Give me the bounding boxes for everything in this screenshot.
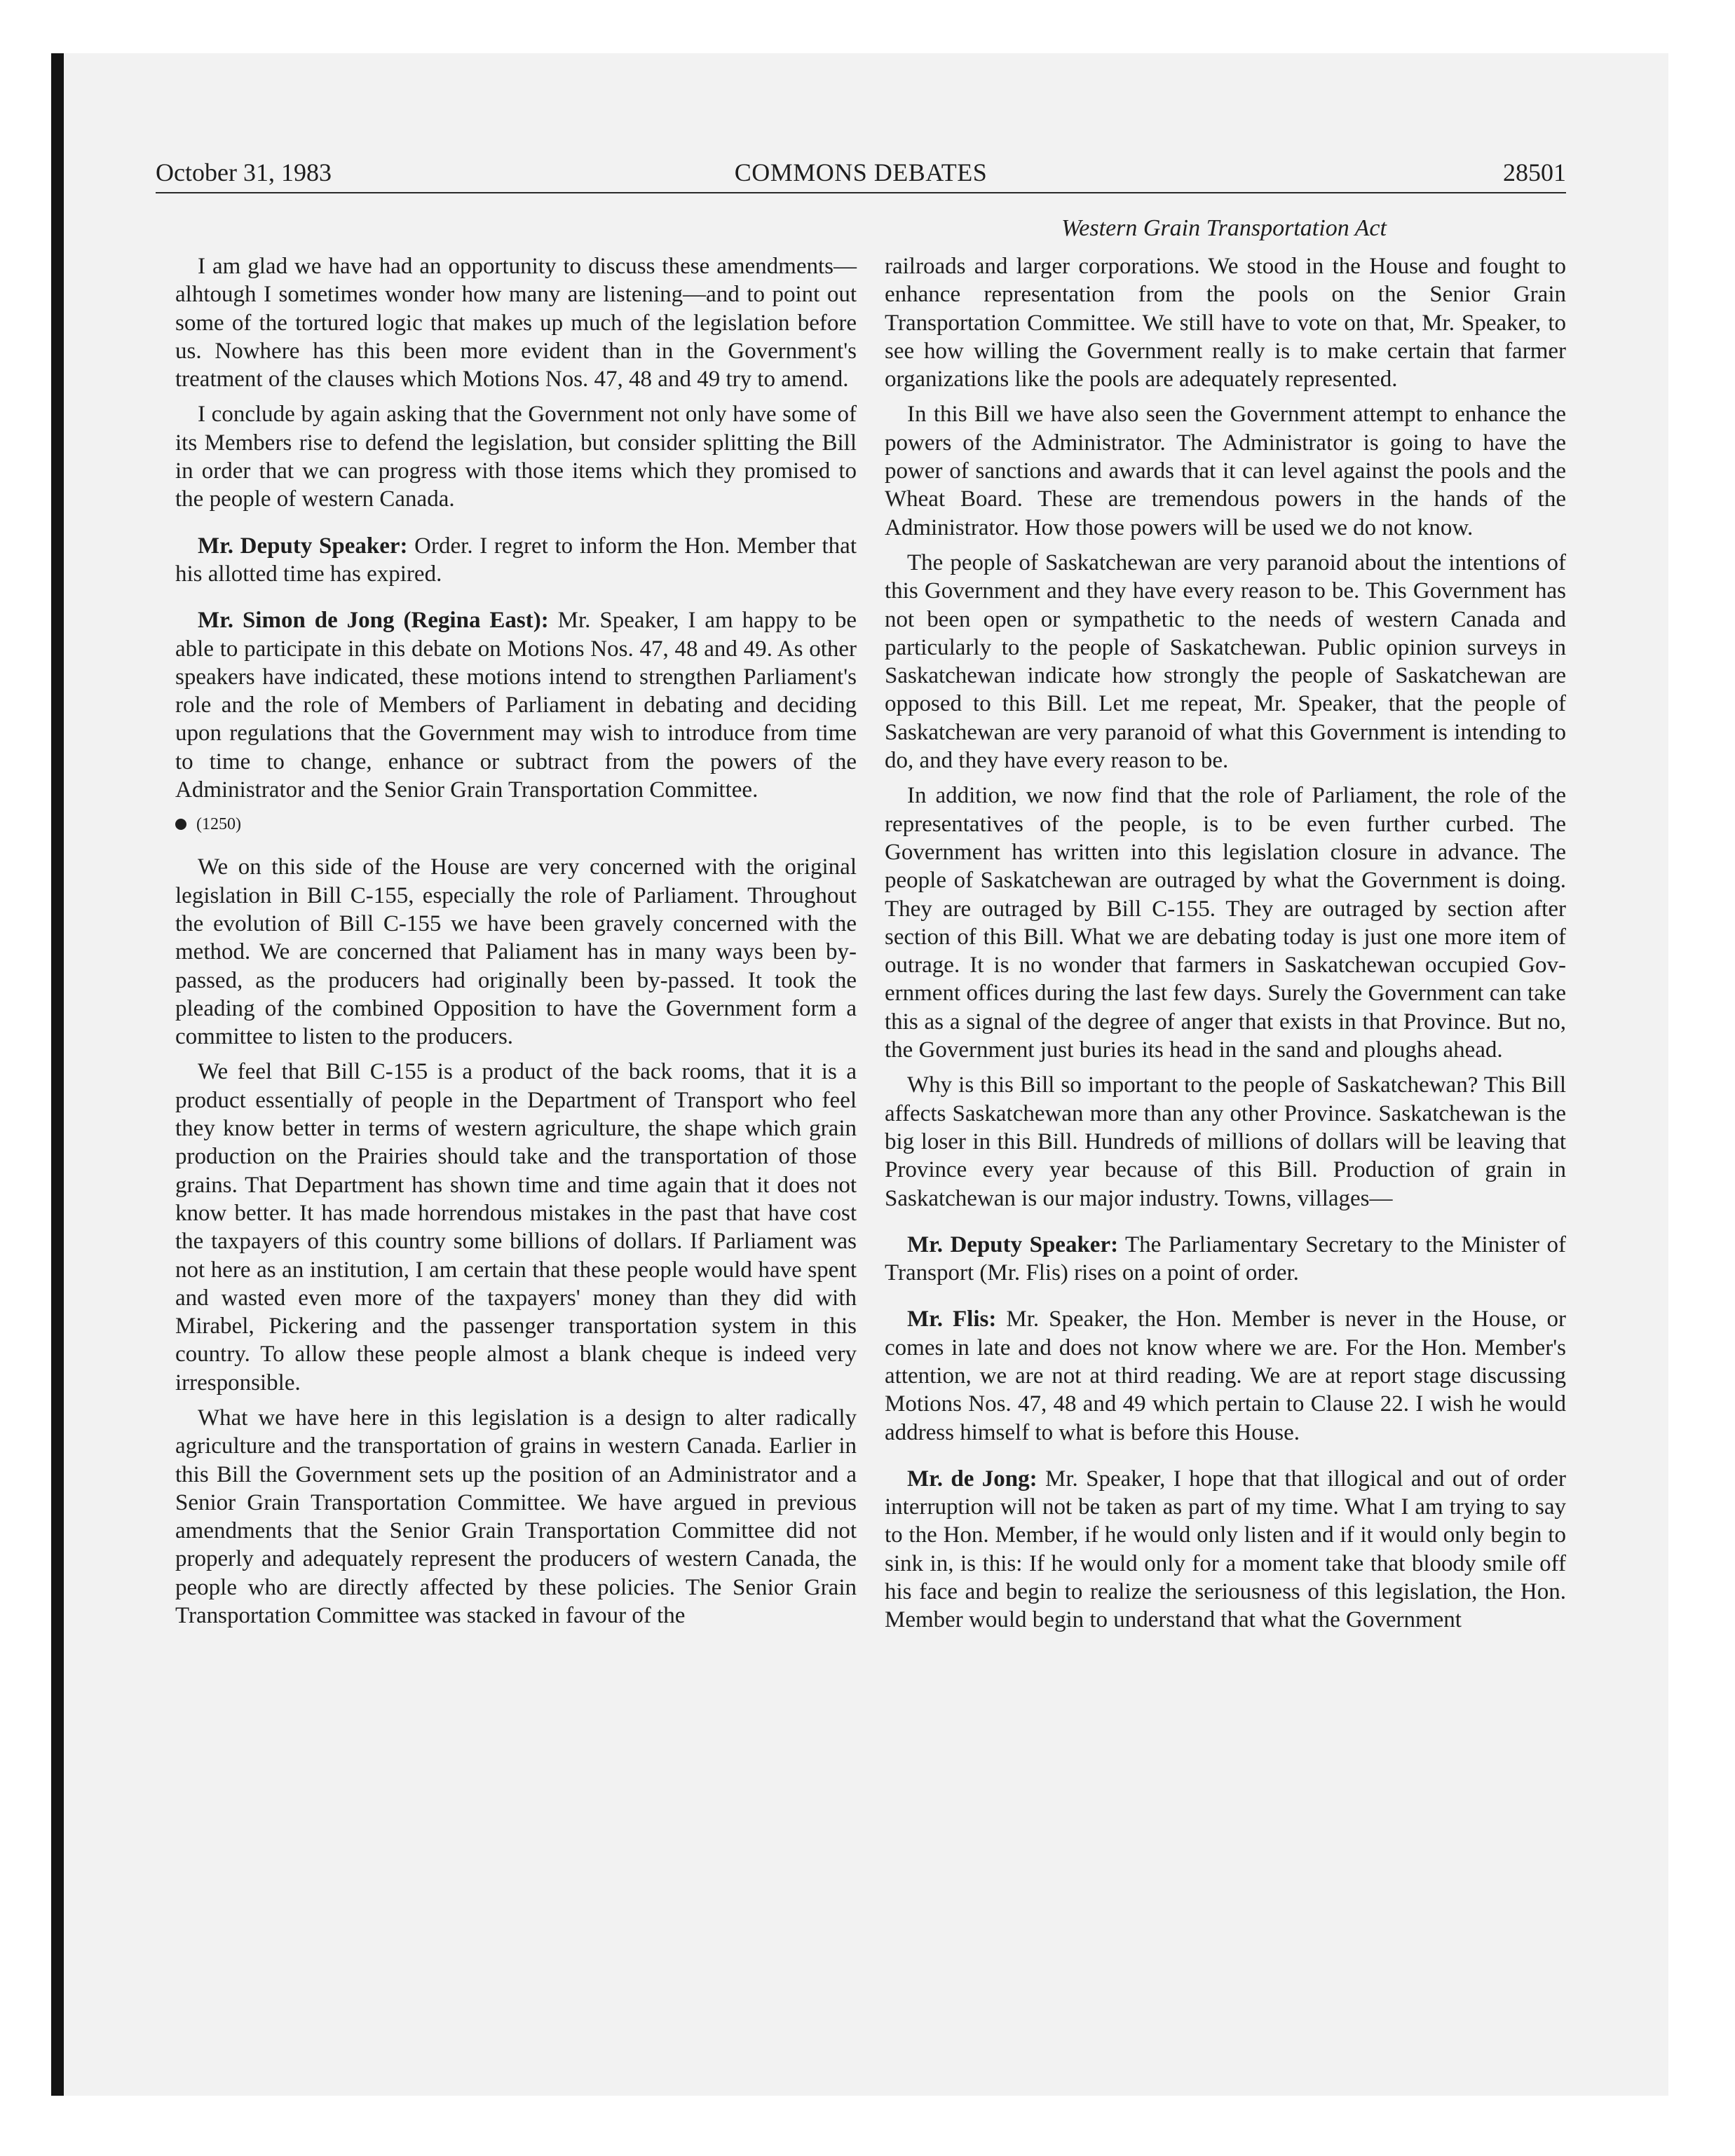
speech-deputy-speaker — [175, 532, 857, 589]
header-rule — [156, 192, 1566, 193]
speech-deputy-speaker — [885, 1231, 1566, 1288]
paragraph: I conclude by again asking that the Government not only have some of its Members rise to defend the legislation, but consider splitting the Bill in order that we can progress with those items which they promised to the people of western Canada. — [175, 402, 857, 512]
page-number: 28501 — [1503, 158, 1566, 186]
speaker-name: Mr. Deputy Speaker: — [198, 533, 408, 559]
paragraph: railroads and larger corporations. We stood in the House and fought to enhance representation from the pools on the Senior Grain Transportation Committee. We still have to vote on that, Mr. Speaker, to see how willing the Government really is to make certain that farmer organizations like the pools are adequately represented. — [885, 254, 1566, 393]
bullet-icon — [175, 819, 186, 830]
speech-mr-flis — [885, 1305, 1566, 1446]
paragraph: We feel that Bill C-155 is a product of the back rooms, that it is a product essentially of people in the Department of Transport who feel they know better in terms of western agriculture, the shape which grain production on the Prairies should take and the transportation of those grains. That Department has shown time and time again that it does not know better. It has made horrendous mistakes in the past that have cost the taxpayers of this country some billions of dollars. If Parliament was not here as an institution, I am certain that these people would have spent and wasted even more of the taxpayers' money than they did with Mirabel, Pickering and the passenger transportation system in this country. To allow these people almost a blank cheque is indeed very irresponsible. — [175, 1059, 857, 1396]
speaker-name: Mr. Deputy Speaker: — [907, 1231, 1119, 1257]
paragraph: I am glad we have had an opportunity to discuss these amendments—alhtough I sometimes wonder how many are listening—and to point out some of the tortured logic that makes up much of the legislation before us. Nowhere has this been more evident than in the Government's treatment of the clauses which Motions Nos. 47, 48 and 49 try to amend. — [175, 254, 857, 393]
speech-text: The Parliamentary Secretary to the Minister of Transport (Mr. Flis) rises on a point of order. — [885, 1231, 1566, 1286]
speech-text: Mr. Speaker, the Hon. Member is never in the House, or comes in late and does not know where we are. For the Hon. Member's attention, we are not at third reading. We are at report stage discussing Motions Nos. 47, 48 and 49 which pertain to Clause 22. I wish he would address himself to what is before this House. — [885, 1306, 1566, 1445]
right-column — [885, 252, 1566, 1642]
scan-edge-shadow — [51, 53, 64, 2096]
paragraph: What we have here in this legislation is a design to alter radically agriculture and the transportation of grains in western Canada. Earlier in this Bill the Government sets up the position of an Administrator and a Senior Grain Transportation Committee. We have argued in previous amendments that the Senior Grain Transportation Committee did not properly and adequately represent the producers of western Canada, the people who are directly affected by these policies. The Senior Grain Transportation Committee was stacked in favour of the — [175, 1405, 857, 1629]
speech-simon-de-jong — [175, 606, 857, 804]
paragraph: We on this side of the House are very concerned with the original legislation in Bill C-155, especially the role of Parliament. Throughout the evolution of Bill C-155 we have been gravely concerned with the method. We are concerned that Paliament has in many ways been by-passed, as the producers had originally been by-passed. It took the pleading of the combined Opposition to have the Government form a committee to listen to the producers. — [175, 854, 857, 1050]
paragraph: In addition, we now find that the role of Parliament, the role of the representatives of the people, is to be even further curbed. The Government has written into this legislation closure in advance. The people of Saskatchewan are outraged by what the Government is doing. They are outraged by Bill C-155. They are outraged by section after section of this Bill. What we are debating today is just one more item of outrage. It is no wonder that farmers in Saskatchewan occupied Government offices during the last few days. Surely the Government can take this as a signal of the degree of anger that exists in that Province. But no, the Government just buries its head in the sand and ploughs ahead. — [885, 783, 1566, 1063]
running-head — [156, 157, 1566, 188]
left-column — [175, 252, 857, 1637]
speaker-name: Mr. de Jong: — [907, 1466, 1037, 1492]
speaker-name: Mr. Flis: — [907, 1306, 997, 1332]
speech-mr-de-jong — [885, 1465, 1566, 1635]
section-heading: Western Grain Transportation Act — [1061, 215, 1387, 241]
paragraph: In this Bill we have also seen the Government attempt to enhance the powers of the Administrator. The Administrator is going to have the power of sanctions and awards that it can level against the pools and the Wheat Board. These are tremendous powers in the hands of the Administrator. How those powers will be used we do not know. — [885, 402, 1566, 540]
speaker-name: Mr. Simon de Jong (Regina East): — [198, 608, 549, 634]
publication-title: COMMONS DEBATES — [734, 158, 988, 186]
paragraph: The people of Saskatchewan are very paranoid about the intentions of this Government and they have every reason to be. This Government has not been open or sympathetic to the needs of western Canada and particularly to the people of Saskatchewan. Public opinion surveys in Saskatchewan indicate how strongly the people of Saskatchewan are opposed to this Bill. Let me repeat, Mr. Speaker, that the people of Saskatchewan are very paranoid of what this Government is intending to do, and they have every reason to be. — [885, 550, 1566, 774]
header-date: October 31, 1983 — [156, 158, 332, 186]
speech-text: Mr. Speaker, I hope that that illogical and out of order interruption will not be taken as part of my time. What I am trying to say to the Hon. Member, if he would only listen and if it would only begin to sink in, is this: If he would only for a moment take that bloody smile off his face and begin to realize the seriousness of this legislation, the Hon. Member would begin to understand that what the Government — [885, 1466, 1566, 1633]
time-marker — [175, 814, 857, 835]
speech-text: Order. I regret to inform the Hon. Member that his allotted time has expired. — [175, 533, 857, 587]
speech-text: Mr. Speaker, I am happy to be able to participate in this debate on Motions Nos. 47, 48 and 49. As other speakers have indicated, these motions intend to strengthen Parliament's role and the role of Members of Parliament in debating and deciding upon regulations that the Government may wish to introduce from time to time to change, enhance or subtract from the powers of the Administrator and the Senior Grain Transportation Committee. — [175, 608, 857, 803]
paragraph: Why is this Bill so important to the people of Saskatchewan? This Bill affects Saskatchewan more than any other Province. Saskatchewan is the big loser in this Bill. Hundreds of millions of dollars will be leaving that Province every year because of this Bill. Production of grain in Saskatchewan is our major industry. Towns, villages— — [885, 1072, 1566, 1211]
time-marker-label: (1250) — [196, 815, 241, 834]
